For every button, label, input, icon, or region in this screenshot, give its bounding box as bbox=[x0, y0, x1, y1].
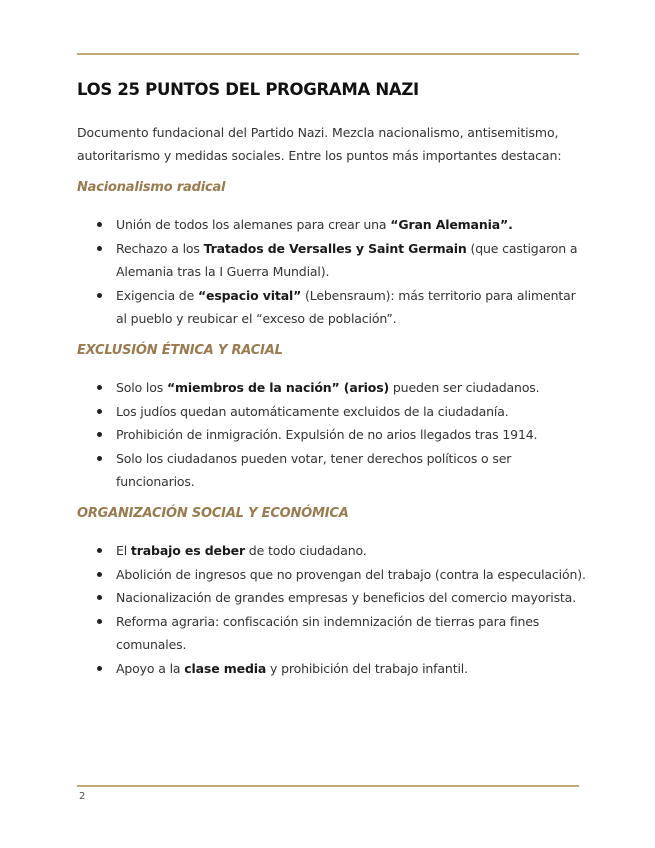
list-item: Apoyo a la clase media y prohibición del trabajo infantil. bbox=[77, 657, 587, 681]
list-item: Rechazo a los Tratados de Versalles y Saint Germain (que castigaron a Alemania tras la I Guerra Mundial). bbox=[77, 237, 587, 284]
section-heading-organizacion: ORGANIZACIÓN SOCIAL Y ECONÓMICA bbox=[77, 506, 349, 521]
bullet-icon bbox=[97, 456, 102, 461]
top-divider bbox=[77, 53, 579, 55]
intro-paragraph: Documento fundacional del Partido Nazi. Mezcla nacionalismo, antisemitismo, autoritarismo y medidas sociales. Entre los puntos más importantes destacan: bbox=[77, 125, 562, 163]
list-item: Reforma agraria: confiscación sin indemnización de tierras para fines comunales. bbox=[77, 610, 587, 657]
bullet-icon bbox=[97, 666, 102, 671]
bottom-divider bbox=[77, 785, 579, 787]
bullet-icon bbox=[97, 548, 102, 553]
bullet-icon bbox=[97, 385, 102, 390]
list-exclusion bbox=[77, 376, 587, 494]
list-item: Solo los ciudadanos pueden votar, tener derechos políticos o ser funcionarios. bbox=[77, 447, 587, 494]
list-item: Exigencia de “espacio vital” (Lebensraum): más territorio para alimentar al pueblo y reubicar el “exceso de población”. bbox=[77, 284, 587, 331]
list-item: Solo los “miembros de la nación” (arios) pueden ser ciudadanos. bbox=[77, 376, 587, 400]
bullet-icon bbox=[97, 572, 102, 577]
list-organizacion bbox=[77, 539, 587, 680]
bullet-icon bbox=[97, 619, 102, 624]
bullet-icon bbox=[97, 595, 102, 600]
bullet-icon bbox=[97, 432, 102, 437]
bullet-icon bbox=[97, 293, 102, 298]
page-number: 2 bbox=[79, 791, 86, 802]
list-item: Los judíos quedan automáticamente excluidos de la ciudadanía. bbox=[77, 400, 587, 424]
section-heading-exclusion: EXCLUSIÓN ÉTNICA Y RACIAL bbox=[77, 343, 283, 358]
list-item: Nacionalización de grandes empresas y beneficios del comercio mayorista. bbox=[77, 586, 587, 610]
list-item: Prohibición de inmigración. Expulsión de no arios llegados tras 1914. bbox=[77, 423, 587, 447]
bullet-icon bbox=[97, 409, 102, 414]
bullet-icon bbox=[97, 222, 102, 227]
list-item: Abolición de ingresos que no provengan del trabajo (contra la especulación). bbox=[77, 563, 587, 587]
section-heading-nacionalismo: Nacionalismo radical bbox=[77, 180, 226, 195]
bullet-icon bbox=[97, 246, 102, 251]
list-item: Unión de todos los alemanes para crear una “Gran Alemania”. bbox=[77, 213, 587, 237]
list-item: El trabajo es deber de todo ciudadano. bbox=[77, 539, 587, 563]
list-nacionalismo bbox=[77, 213, 587, 331]
document-title: LOS 25 PUNTOS DEL PROGRAMA NAZI bbox=[77, 80, 419, 99]
